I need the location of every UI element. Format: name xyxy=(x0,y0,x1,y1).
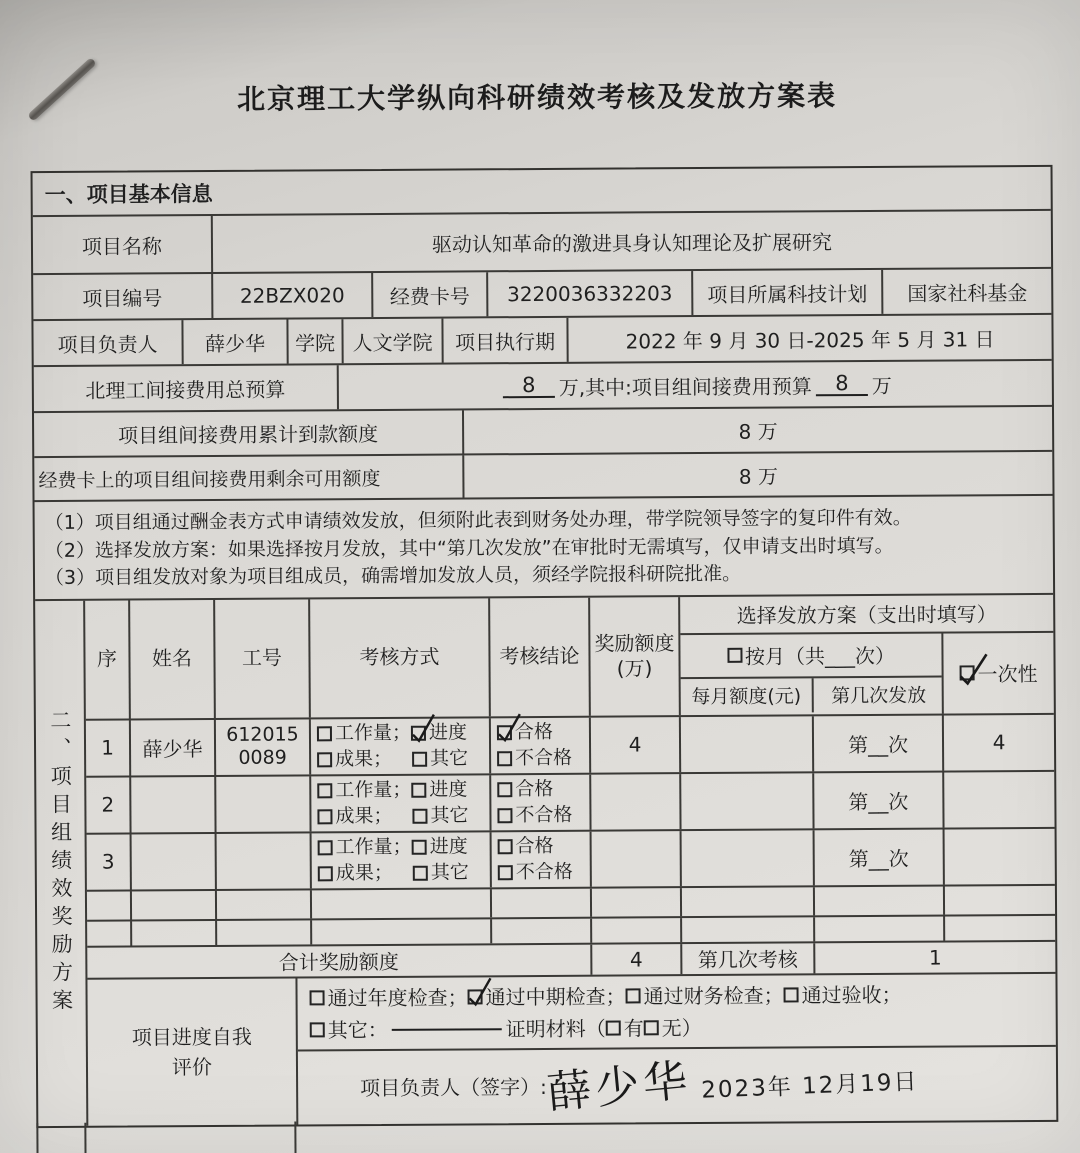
row3-id xyxy=(217,833,312,889)
row2-method xyxy=(311,775,491,831)
result-label: 成果； xyxy=(335,748,393,771)
award-row xyxy=(87,829,1055,892)
row3-seq: 3 xyxy=(87,834,132,889)
progress-checkbox xyxy=(412,839,427,854)
row1-id: 6120150089 xyxy=(216,719,311,775)
arrived-row xyxy=(34,407,1052,458)
result-label: 成果； xyxy=(335,862,393,885)
row2-month-amount xyxy=(681,773,814,829)
program-label: 项目所属科技计划 xyxy=(693,270,883,315)
budget-row xyxy=(34,361,1052,413)
annual-check-checkbox xyxy=(310,990,325,1005)
college-label: 学院 xyxy=(288,319,343,363)
other-checkbox xyxy=(412,808,427,823)
row2-which-time: 第__次 xyxy=(814,772,944,828)
workload-label: 工作量； xyxy=(334,721,412,745)
total-value: 4 xyxy=(592,944,682,975)
evidence-no-label: 无） xyxy=(661,1015,702,1040)
once-label: 一次性 xyxy=(977,662,1038,687)
signature-row xyxy=(298,1046,1056,1123)
assessment-count-label: 第几次考核 xyxy=(682,943,815,974)
budget-value xyxy=(339,361,1052,409)
award-row xyxy=(86,772,1054,835)
row1-name: 薛少华 xyxy=(131,720,216,776)
acceptance-check-checkbox xyxy=(784,988,799,1003)
progress-checkbox xyxy=(411,725,426,740)
col-seq-header: 序 xyxy=(85,600,131,718)
leader-row xyxy=(33,315,1051,367)
assessment-count-value: 1 xyxy=(928,945,942,970)
award-row xyxy=(86,715,1054,778)
row3-month-amount xyxy=(682,830,815,886)
budget-blank-2: 8 xyxy=(816,372,868,396)
row3-result xyxy=(492,831,592,887)
signature-label: 项目负责人（签字）: xyxy=(360,1075,547,1101)
workload-checkbox xyxy=(317,783,332,798)
budget-mid-text: 万,其中:项目组间接费用预算 xyxy=(558,373,812,400)
self-eval-label: 项目进度自我评价 xyxy=(87,978,298,1125)
col-amount-header: 奖励额度 (万) xyxy=(590,597,681,716)
project-number-value: 22BZX020 xyxy=(213,273,373,318)
other-label: 其它 xyxy=(430,747,469,770)
fail-checkbox xyxy=(497,808,512,823)
self-eval-options xyxy=(297,974,1055,1051)
monthly-option xyxy=(680,633,941,679)
leader-label: 项目负责人 xyxy=(33,320,183,365)
workload-label: 工作量； xyxy=(335,835,412,859)
payout-plan-group xyxy=(680,595,1054,715)
progress-label: 进度 xyxy=(429,778,468,801)
row2-seq: 2 xyxy=(86,777,131,832)
progress-label: 进度 xyxy=(428,721,468,744)
arrived-label: 项目组间接费用累计到款额度 xyxy=(34,410,464,456)
fail-label: 不合格 xyxy=(515,746,573,770)
budget-suffix: 万 xyxy=(871,373,892,398)
section1-header: 一、项目基本信息 xyxy=(44,181,213,208)
total-label: 合计奖励额度 xyxy=(87,944,592,977)
notes-row xyxy=(35,496,1054,601)
row3-amount xyxy=(592,831,682,887)
midterm-check-label: 通过中期检查； xyxy=(485,984,626,1009)
other-eval-label: 其它： xyxy=(327,1017,388,1042)
midterm-check-mark xyxy=(466,976,492,1008)
acceptance-check-label: 通过验收； xyxy=(801,982,902,1008)
project-name-row xyxy=(33,211,1051,275)
row3-method xyxy=(312,832,492,888)
col-result-header: 考核结论 xyxy=(490,597,591,716)
annual-check-label: 通过年度检查； xyxy=(327,985,468,1010)
col-name-header: 姓名 xyxy=(130,600,216,719)
leader-value: 薛少华 xyxy=(183,320,288,365)
row1-seq: 1 xyxy=(86,720,131,775)
col-id-header: 工号 xyxy=(215,599,311,718)
monthly-label: 按月（共___次） xyxy=(744,643,896,669)
section1-header-row xyxy=(33,167,1051,217)
budget-blank-1: 8 xyxy=(503,374,555,398)
progress-check-mark xyxy=(410,712,436,744)
evidence-yes-label: 有 xyxy=(623,1016,644,1041)
fund-card-value: 3220036332203 xyxy=(488,271,693,316)
signature-date-handwriting: 2023年 12月19日 xyxy=(700,1069,919,1104)
row2-amount xyxy=(591,774,681,830)
other-checkbox xyxy=(412,751,427,766)
result-checkbox xyxy=(318,866,333,881)
row2-name xyxy=(131,777,216,833)
self-eval-row xyxy=(87,973,1056,1125)
row2-once-amount xyxy=(944,772,1054,828)
row3-name xyxy=(132,834,217,890)
other-eval-blank xyxy=(392,1028,502,1031)
period-label: 项目执行期 xyxy=(443,318,568,363)
fail-checkbox xyxy=(497,751,512,766)
project-name-label: 项目名称 xyxy=(33,216,213,273)
pass-checkbox xyxy=(498,839,513,854)
evidence-label: 证明材料（ xyxy=(505,1016,606,1041)
result-checkbox xyxy=(317,809,332,824)
finance-check-label: 通过财务检查； xyxy=(643,983,784,1009)
pass-label: 合格 xyxy=(514,721,554,744)
row1-amount: 4 xyxy=(591,717,681,773)
next-section-partial xyxy=(36,1121,296,1153)
row1-result xyxy=(491,717,591,773)
progress-label: 进度 xyxy=(429,835,468,858)
pass-label: 合格 xyxy=(515,835,554,858)
award-header xyxy=(85,595,1054,721)
finance-check-checkbox xyxy=(626,989,641,1004)
remaining-label: 经费卡上的项目组间接费用剩余可用额度 xyxy=(34,455,464,500)
form-table xyxy=(31,165,1059,1128)
fail-label: 不合格 xyxy=(515,803,573,827)
workload-label: 工作量； xyxy=(335,778,412,802)
other-label: 其它 xyxy=(430,861,469,884)
signature-handwriting: 薛少华 xyxy=(544,1054,694,1119)
row1-month-amount xyxy=(681,716,814,772)
note-2: （2）选择发放方案：如果选择按月发放，其中“第几次发放”在审批时无需填写，仅申请支出时填写。 xyxy=(44,534,894,562)
project-number-row xyxy=(33,269,1051,321)
result-checkbox xyxy=(317,752,332,767)
once-check-mark xyxy=(958,652,988,690)
payout-plan-header: 选择发放方案（支出时填写） xyxy=(680,595,1053,635)
row3-which-time: 第__次 xyxy=(815,829,945,885)
which-time-header: 第几次发放 xyxy=(831,684,927,708)
pass-checkbox xyxy=(497,782,512,797)
note-3: （3）项目组发放对象为项目组成员，确需增加发放人员，须经学院报科研院批准。 xyxy=(44,562,742,590)
arrived-value: 8 万 xyxy=(738,419,778,444)
col-method-header: 考核方式 xyxy=(310,598,491,717)
section2-side-label: 二、项目组绩效奖励方案 xyxy=(35,600,88,1125)
once-option xyxy=(943,633,1053,714)
row1-once-amount: 4 xyxy=(992,730,1006,755)
row2-result xyxy=(491,774,591,830)
section2 xyxy=(35,595,1056,1126)
row1-method xyxy=(311,718,491,774)
evidence-yes-checkbox xyxy=(606,1021,621,1036)
fail-checkbox xyxy=(498,865,513,880)
workload-checkbox xyxy=(318,840,333,855)
result-label: 成果； xyxy=(335,805,393,828)
other-eval-checkbox xyxy=(310,1022,325,1037)
once-checkbox xyxy=(960,665,975,680)
college-value: 人文学院 xyxy=(343,319,443,364)
workload-checkbox xyxy=(317,726,332,741)
fail-label: 不合格 xyxy=(515,860,573,884)
midterm-check-checkbox xyxy=(468,989,483,1004)
monthly-checkbox xyxy=(727,648,742,663)
progress-checkbox xyxy=(411,782,426,797)
notes-block xyxy=(35,496,1054,599)
row2-id xyxy=(216,776,311,832)
other-checkbox xyxy=(413,865,428,880)
other-label: 其它 xyxy=(430,804,469,827)
budget-label: 北理工间接费用总预算 xyxy=(34,365,339,411)
remaining-value: 8 万 xyxy=(738,464,779,489)
row1-which-time: 第__次 xyxy=(814,715,944,771)
program-value: 国家社科基金 xyxy=(907,280,1028,306)
period-value: 2022 年 9 月 30 日-2025 年 5 月 31 日 xyxy=(625,326,995,353)
row3-once-amount xyxy=(945,829,1055,885)
evidence-no-checkbox xyxy=(644,1020,659,1035)
form-title: 北京理工大学纵向科研绩效考核及发放方案表 xyxy=(236,79,838,116)
project-name-value: 驱动认知革命的激进具身认知理论及扩展研究 xyxy=(431,229,833,257)
fund-card-label: 经费卡号 xyxy=(373,272,488,317)
pass-label: 合格 xyxy=(515,778,554,801)
project-number-label: 项目编号 xyxy=(33,274,213,319)
pass-checkbox xyxy=(497,725,512,740)
note-1: （1）项目组通过酬金表方式申请绩效发放，但须附此表到财务处办理，带学院领导签字的复印件有效。 xyxy=(44,506,912,535)
month-amount-header: 每月额度(元) xyxy=(681,678,814,713)
pass-check-mark xyxy=(496,712,522,744)
remaining-row xyxy=(34,452,1052,502)
